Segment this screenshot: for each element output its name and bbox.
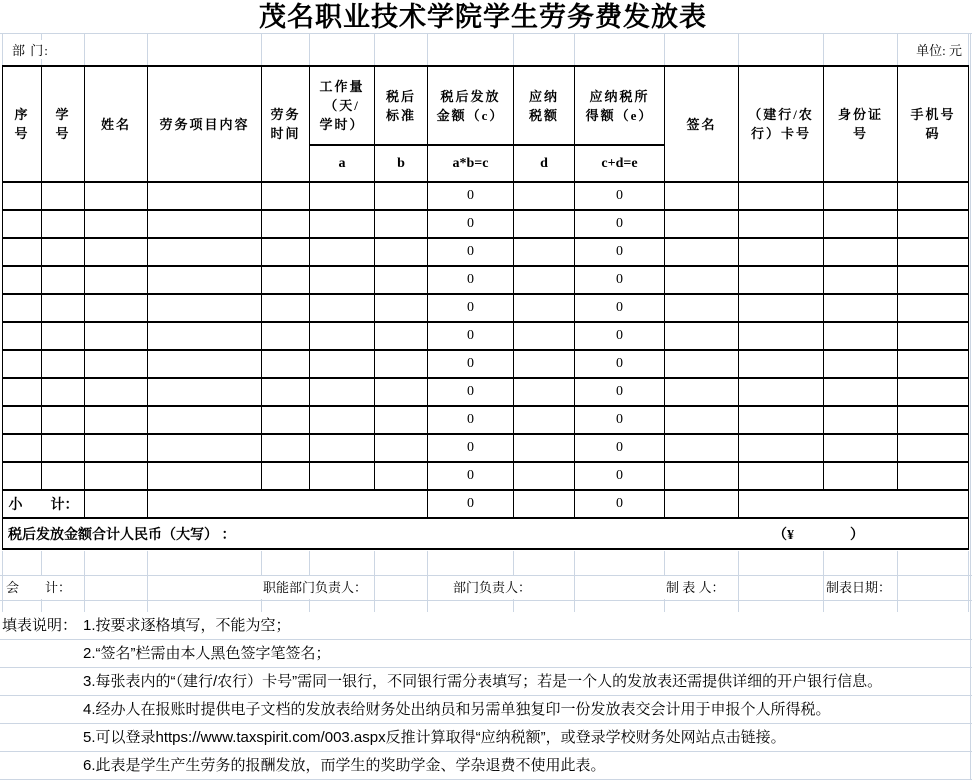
after-tax-amount-cell[interactable]: 0 [428, 378, 514, 406]
taxable-income-cell[interactable]: 0 [575, 434, 665, 462]
gridline [374, 551, 375, 612]
table-cell[interactable] [3, 182, 42, 210]
table-cell[interactable] [42, 322, 85, 350]
gridline [738, 551, 739, 612]
table-cell[interactable] [898, 378, 969, 406]
table-row [3, 462, 969, 490]
table-cell[interactable] [85, 210, 148, 238]
header-id-number: 身份证号 [824, 66, 898, 182]
unit-label: 单位: 元 [914, 40, 964, 59]
table-cell[interactable] [739, 378, 824, 406]
table-cell[interactable] [898, 294, 969, 322]
table-cell[interactable] [375, 406, 428, 434]
table-cell[interactable] [42, 350, 85, 378]
taxable-income-cell[interactable]: 0 [575, 406, 665, 434]
table-cell[interactable] [310, 406, 375, 434]
taxable-income-cell[interactable]: 0 [575, 350, 665, 378]
table-cell[interactable] [148, 462, 262, 490]
taxable-income-cell[interactable]: 0 [575, 210, 665, 238]
header-labor-time: 劳务时间 [262, 66, 310, 182]
table-cell[interactable] [375, 462, 428, 490]
summary-rows [3, 490, 969, 549]
table-cell[interactable] [375, 210, 428, 238]
table-cell[interactable] [148, 238, 262, 266]
subheader-cde: c+d=e [575, 145, 665, 182]
table-cell[interactable] [148, 266, 262, 294]
table-cell[interactable] [310, 266, 375, 294]
table-cell[interactable] [42, 238, 85, 266]
notes [0, 612, 972, 780]
table-cell[interactable] [898, 210, 969, 238]
table-cell[interactable] [310, 210, 375, 238]
note-row [0, 724, 972, 752]
table-cell[interactable] [665, 350, 739, 378]
table-row [3, 266, 969, 294]
table-cell[interactable] [824, 406, 898, 434]
table-cell[interactable] [665, 434, 739, 462]
table-cell[interactable] [824, 182, 898, 210]
table-cell[interactable] [898, 462, 969, 490]
preparer-label[interactable]: 制 表 人： [664, 576, 727, 599]
table-cell[interactable] [148, 434, 262, 462]
table-cell[interactable] [898, 266, 969, 294]
table-cell[interactable] [665, 322, 739, 350]
table-cell[interactable] [375, 266, 428, 294]
table-cell[interactable] [824, 210, 898, 238]
subheader-d: d [514, 145, 575, 182]
data-rows [3, 182, 969, 490]
table-cell[interactable] [42, 294, 85, 322]
header-tax-payable: 应纳税额 [514, 66, 575, 145]
table-cell[interactable] [3, 294, 42, 322]
gridline [84, 551, 85, 612]
gridline [427, 551, 428, 612]
taxable-income-cell[interactable]: 0 [575, 294, 665, 322]
header-workload: 工作量（天/学时） [310, 66, 375, 145]
taxable-income-cell[interactable]: 0 [575, 378, 665, 406]
table-cell[interactable] [148, 182, 262, 210]
table-cell[interactable] [665, 266, 739, 294]
header-seq: 序号 [3, 66, 42, 182]
table-cell[interactable] [148, 294, 262, 322]
table-cell[interactable] [262, 238, 310, 266]
table-cell[interactable] [665, 210, 739, 238]
subtotal-after-tax-amount[interactable]: 0 [428, 490, 514, 518]
table-cell[interactable] [85, 266, 148, 294]
table-cell[interactable] [514, 350, 575, 378]
header-after-tax-amount: 税后发放金额（c） [428, 66, 514, 145]
note-text: 1.按要求逐格填写，不能为空； [83, 617, 291, 634]
table-row [3, 322, 969, 350]
after-tax-amount-cell[interactable]: 0 [428, 350, 514, 378]
table-cell[interactable] [85, 294, 148, 322]
table-cell[interactable] [262, 210, 310, 238]
taxable-income-cell[interactable]: 0 [575, 182, 665, 210]
table-cell[interactable] [262, 182, 310, 210]
table-cell[interactable] [3, 434, 42, 462]
table-cell[interactable] [514, 238, 575, 266]
taxable-income-cell[interactable]: 0 [575, 238, 665, 266]
gridline [2, 551, 3, 612]
table-cell[interactable] [514, 266, 575, 294]
table-cell[interactable] [739, 322, 824, 350]
after-tax-amount-cell[interactable]: 0 [428, 210, 514, 238]
header-bank-card: （建行/农行）卡号 [739, 66, 824, 182]
table-cell[interactable] [42, 378, 85, 406]
department-head-label[interactable]: 部门负责人： [451, 576, 533, 599]
subtotal-row [3, 490, 969, 518]
department-label[interactable]: 部 门: [10, 40, 51, 59]
taxable-income-cell[interactable]: 0 [575, 462, 665, 490]
table-cell[interactable] [665, 238, 739, 266]
note-text: 6.此表是学生产生劳务的报酬发放，而学生的奖助学金、学杂退费不使用此表。 [83, 757, 606, 774]
table-row [3, 210, 969, 238]
payment-table [2, 65, 969, 550]
total-amount-paren: （¥ ） [773, 527, 864, 543]
table-cell[interactable] [3, 210, 42, 238]
gridline [574, 551, 575, 612]
table-cell[interactable] [375, 378, 428, 406]
table-cell[interactable] [3, 322, 42, 350]
table-cell[interactable] [85, 406, 148, 434]
table-cell[interactable] [262, 406, 310, 434]
table-cell[interactable] [898, 182, 969, 210]
table-cell[interactable] [148, 350, 262, 378]
table-row [3, 182, 969, 210]
table-cell[interactable] [85, 378, 148, 406]
table-cell[interactable] [310, 294, 375, 322]
gridline [0, 600, 972, 601]
taxable-income-cell[interactable]: 0 [575, 266, 665, 294]
page-title: 茂名职业技术学院学生劳务费发放表 [259, 2, 707, 32]
table-cell[interactable] [3, 266, 42, 294]
after-tax-amount-cell[interactable]: 0 [428, 238, 514, 266]
header-after-tax-rate: 税后标准 [375, 66, 428, 145]
total-in-words-cell[interactable] [3, 518, 969, 549]
table-cell[interactable] [898, 238, 969, 266]
table-cell[interactable] [665, 378, 739, 406]
table-cell[interactable] [85, 238, 148, 266]
subtotal-taxable-income[interactable]: 0 [575, 490, 665, 518]
table-cell[interactable] [514, 490, 575, 518]
note-text: 3.每张表内的“（建行/农行）卡号”需同一银行，不同银行需分表填写；若是一个人的发放表还需提供详细的开户银行信息。 [83, 673, 883, 690]
table-cell[interactable] [898, 322, 969, 350]
table-cell[interactable] [310, 378, 375, 406]
header-signature: 签名 [665, 66, 739, 182]
table-cell[interactable] [85, 462, 148, 490]
gridline [897, 551, 898, 612]
gridline [968, 33, 969, 65]
table-cell[interactable] [310, 182, 375, 210]
after-tax-amount-cell[interactable]: 0 [428, 322, 514, 350]
table-cell[interactable] [824, 434, 898, 462]
table-row [3, 238, 969, 266]
after-tax-amount-cell[interactable]: 0 [428, 462, 514, 490]
table-cell[interactable] [739, 434, 824, 462]
table-cell[interactable] [262, 434, 310, 462]
table-cell[interactable] [148, 490, 428, 518]
table-cell[interactable] [375, 294, 428, 322]
date-label[interactable]: 制表日期： [824, 576, 893, 599]
table-cell[interactable] [824, 266, 898, 294]
note-text: 2.“签名”栏需由本人黑色签字笔签名； [83, 645, 331, 662]
subheader-abc: a*b=c [428, 145, 514, 182]
total-in-words-label: 税后发放金额合计人民币（大写） ： [8, 527, 236, 543]
table-cell[interactable] [739, 294, 824, 322]
table-row [3, 294, 969, 322]
table-cell[interactable] [3, 406, 42, 434]
table-cell[interactable] [42, 182, 85, 210]
table-cell[interactable] [824, 322, 898, 350]
note-text: 4.经办人在报账时提供电子文档的发放表给财务处出纳员和另需单独复印一份发放表交会计用于申报个人所得税。 [83, 701, 831, 718]
table-cell[interactable] [898, 434, 969, 462]
header-name: 姓名 [85, 66, 148, 182]
table-cell[interactable] [514, 406, 575, 434]
table-cell[interactable] [898, 406, 969, 434]
note-row [0, 696, 972, 724]
after-tax-amount-cell[interactable]: 0 [428, 294, 514, 322]
table-cell[interactable] [262, 294, 310, 322]
table-cell[interactable] [85, 322, 148, 350]
note-text: 5.可以登录https://www.taxspirit.com/003.aspx反推计算取得“应纳税额”，或登录学校财务处网站点击链接。 [83, 729, 786, 746]
table-cell[interactable] [665, 462, 739, 490]
table-row [3, 434, 969, 462]
header-taxable-income: 应纳税所得额（e） [575, 66, 665, 145]
functional-head-label[interactable]: 职能部门负责人： [261, 576, 369, 599]
total-in-words-row [3, 518, 969, 549]
header-labor-content: 劳务项目内容 [148, 66, 262, 182]
table-cell[interactable] [42, 406, 85, 434]
table-cell[interactable] [42, 210, 85, 238]
table-cell[interactable] [665, 294, 739, 322]
table-cell[interactable] [85, 182, 148, 210]
table-cell[interactable] [3, 378, 42, 406]
subheader-b: b [375, 145, 428, 182]
table-cell[interactable] [514, 210, 575, 238]
table-cell[interactable] [514, 322, 575, 350]
table-cell[interactable] [42, 462, 85, 490]
after-tax-amount-cell[interactable]: 0 [428, 266, 514, 294]
table-cell[interactable] [262, 322, 310, 350]
table-cell[interactable] [514, 182, 575, 210]
table-cell[interactable] [42, 434, 85, 462]
table-cell[interactable] [310, 434, 375, 462]
gridline [968, 551, 969, 612]
notes-prefix: 填表说明： [2, 617, 78, 634]
table-cell[interactable] [739, 182, 824, 210]
table-cell[interactable] [739, 490, 969, 518]
table-cell[interactable] [739, 266, 824, 294]
table-cell[interactable] [824, 462, 898, 490]
table-cell[interactable] [739, 462, 824, 490]
gridline [147, 551, 148, 612]
note-row [0, 640, 972, 668]
table-cell[interactable] [148, 378, 262, 406]
table-cell[interactable] [85, 350, 148, 378]
table-cell[interactable] [898, 350, 969, 378]
table-cell[interactable] [148, 406, 262, 434]
table-cell[interactable] [375, 434, 428, 462]
subheader-a: a [310, 145, 375, 182]
table-cell[interactable] [3, 350, 42, 378]
table-cell[interactable] [824, 350, 898, 378]
header-phone: 手机号码 [898, 66, 969, 182]
after-tax-amount-cell[interactable]: 0 [428, 434, 514, 462]
table-cell[interactable] [310, 462, 375, 490]
table-cell[interactable] [665, 406, 739, 434]
table-cell[interactable] [824, 294, 898, 322]
after-tax-amount-cell[interactable]: 0 [428, 182, 514, 210]
subtotal-label: 小 计： [3, 490, 85, 518]
table-cell[interactable] [310, 238, 375, 266]
table-cell[interactable] [514, 294, 575, 322]
table-cell[interactable] [739, 406, 824, 434]
note-row [0, 752, 972, 780]
table-cell[interactable] [739, 210, 824, 238]
table-cell[interactable] [262, 378, 310, 406]
note-row [0, 612, 972, 640]
table-cell[interactable] [3, 462, 42, 490]
table-cell[interactable] [310, 322, 375, 350]
table-cell[interactable] [42, 266, 85, 294]
table-cell[interactable] [514, 434, 575, 462]
taxable-income-cell[interactable]: 0 [575, 322, 665, 350]
table-cell[interactable] [375, 350, 428, 378]
table-cell[interactable] [148, 210, 262, 238]
table-row [3, 378, 969, 406]
table-cell[interactable] [148, 322, 262, 350]
table-cell[interactable] [262, 266, 310, 294]
table-cell[interactable] [375, 322, 428, 350]
table-cell[interactable] [824, 378, 898, 406]
table-cell[interactable] [739, 350, 824, 378]
table-cell[interactable] [375, 238, 428, 266]
table-cell[interactable] [739, 238, 824, 266]
note-row [0, 668, 972, 696]
table-cell[interactable] [310, 350, 375, 378]
table-row [3, 350, 969, 378]
table-row [3, 406, 969, 434]
table-cell[interactable] [85, 434, 148, 462]
table-cell[interactable] [85, 490, 148, 518]
table-cell[interactable] [262, 350, 310, 378]
table-cell[interactable] [375, 182, 428, 210]
header-student-id: 学号 [42, 66, 85, 182]
table-cell[interactable] [514, 462, 575, 490]
meta-row [2, 33, 968, 65]
table-cell[interactable] [514, 378, 575, 406]
after-tax-amount-cell[interactable]: 0 [428, 406, 514, 434]
table-cell[interactable] [665, 182, 739, 210]
table-cell[interactable] [824, 238, 898, 266]
table-cell[interactable] [262, 462, 310, 490]
table-cell[interactable] [3, 238, 42, 266]
table-cell[interactable] [665, 490, 739, 518]
accountant-label[interactable]: 会 计： [4, 576, 73, 599]
